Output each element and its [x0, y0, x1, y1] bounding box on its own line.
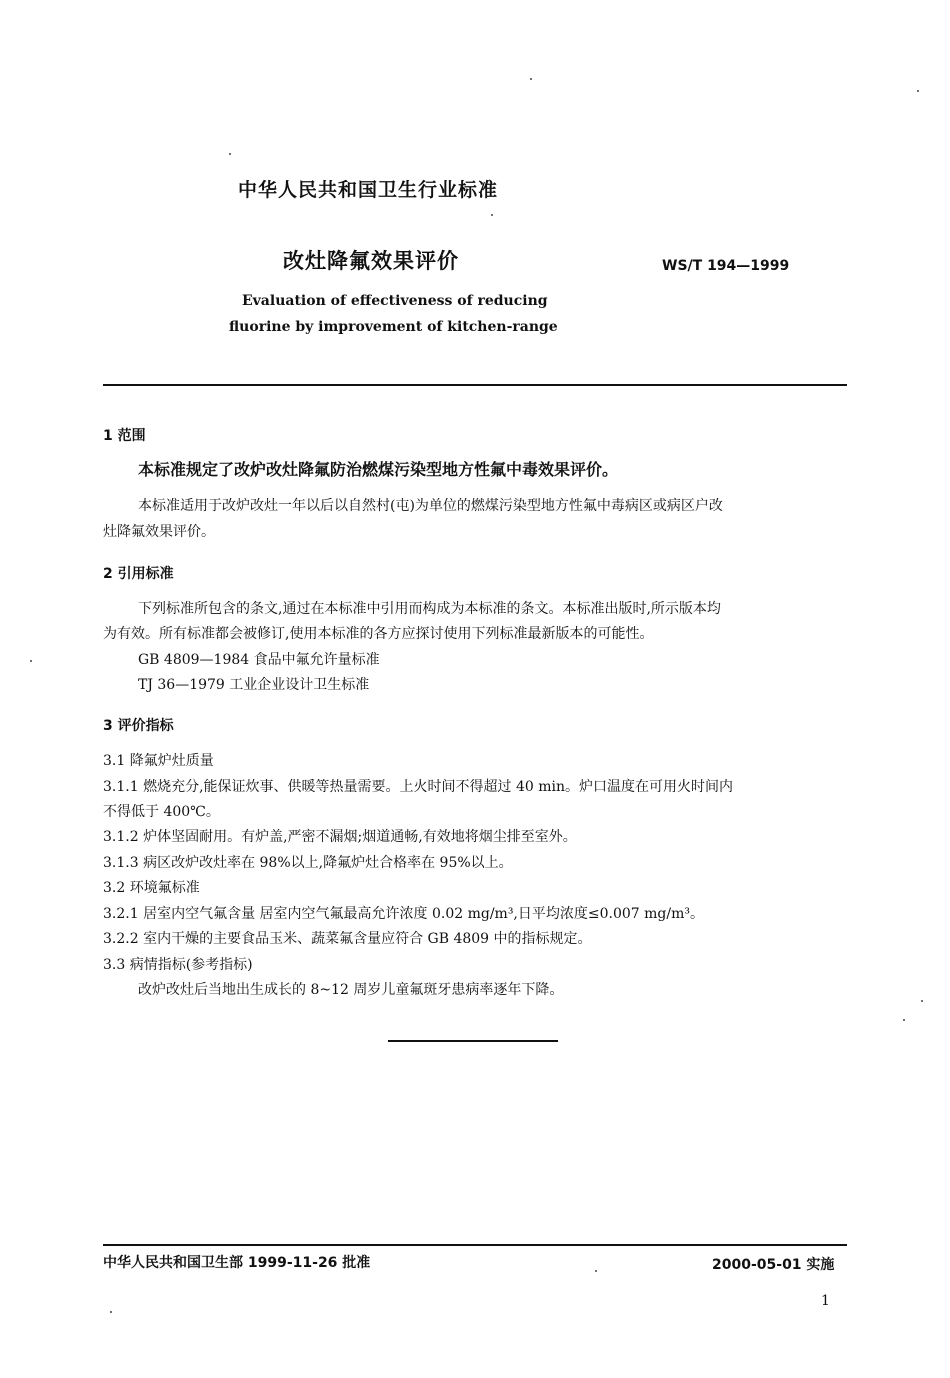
- scan-speck: [530, 78, 532, 80]
- page-number: 1: [821, 1293, 830, 1309]
- english-title-line1: Evaluation of effectiveness of reducing: [242, 293, 548, 309]
- header-rule: [103, 384, 847, 386]
- section-2-heading: 2 引用标准: [103, 566, 174, 582]
- section-3-heading: 3 评价指标: [103, 718, 174, 734]
- clause-3-2: 3.2 环境氟标准: [103, 880, 200, 896]
- footer-rule: [103, 1244, 847, 1246]
- effective-date: 2000-05-01 实施: [712, 1257, 835, 1273]
- section-1-paragraph-1: 本标准规定了改炉改灶降氟防治燃煤污染型地方性氟中毒效果评价。: [138, 460, 619, 479]
- clause-3-1-2: 3.1.2 炉体坚固耐用。有炉盖,严密不漏烟;烟道通畅,有效地将烟尘排至室外。: [103, 829, 577, 845]
- document-title: 改灶降氟效果评价: [283, 249, 459, 273]
- clause-3-1: 3.1 降氟炉灶质量: [103, 753, 214, 769]
- reference-tj36: TJ 36—1979 工业企业设计卫生标准: [138, 677, 370, 693]
- end-rule: [388, 1040, 558, 1042]
- scan-speck: [491, 214, 493, 216]
- clause-3-2-2: 3.2.2 室内干燥的主要食品玉米、蔬菜氟含量应符合 GB 4809 中的指标规定。: [103, 931, 592, 947]
- clause-3-1-3: 3.1.3 病区改炉改灶率在 98%以上,降氟炉灶合格率在 95%以上。: [103, 855, 513, 871]
- scan-speck: [30, 660, 32, 662]
- section-1-paragraph-2-line2: 灶降氟效果评价。: [103, 524, 215, 540]
- scan-speck: [110, 1311, 112, 1313]
- section-1-heading: 1 范围: [103, 428, 146, 444]
- section-1-paragraph-2-line1: 本标准适用于改炉改灶一年以后以自然村(屯)为单位的燃煤污染型地方性氟中毒病区或病区户改: [138, 498, 723, 514]
- clause-3-3-text: 改炉改灶后当地出生成长的 8~12 周岁儿童氟斑牙患病率逐年下降。: [138, 982, 564, 998]
- english-title-line2: fluorine by improvement of kitchen-range: [229, 319, 558, 335]
- scan-speck: [903, 1019, 905, 1021]
- standard-code: WS/T 194—1999: [662, 258, 790, 274]
- scan-speck: [229, 153, 231, 155]
- clause-3-3: 3.3 病情指标(参考指标): [103, 957, 253, 973]
- reference-gb4809: GB 4809—1984 食品中氟允许量标准: [138, 652, 380, 668]
- section-2-paragraph-line2: 为有效。所有标准都会被修订,使用本标准的各方应探讨使用下列标准最新版本的可能性。: [103, 626, 654, 642]
- section-2-paragraph-line1: 下列标准所包含的条文,通过在本标准中引用而构成为本标准的条文。本标准出版时,所示版本均: [138, 601, 721, 617]
- standard-type: 中华人民共和国卫生行业标准: [238, 179, 499, 201]
- clause-3-2-1: 3.2.1 居室内空气氟含量 居室内空气氟最高允许浓度 0.02 mg/m³,日平均浓度≤0.007 mg/m³。: [103, 906, 704, 922]
- clause-3-1-1-line2: 不得低于 400℃。: [103, 804, 220, 820]
- clause-3-1-1-line1: 3.1.1 燃烧充分,能保证炊事、供暖等热量需要。上火时间不得超过 40 min。炉口温度在可用火时间内: [103, 779, 734, 795]
- approval-statement: 中华人民共和国卫生部 1999-11-26 批准: [103, 1255, 371, 1271]
- scan-speck: [917, 90, 919, 92]
- scan-speck: [595, 1270, 597, 1272]
- scan-speck: [921, 1000, 923, 1002]
